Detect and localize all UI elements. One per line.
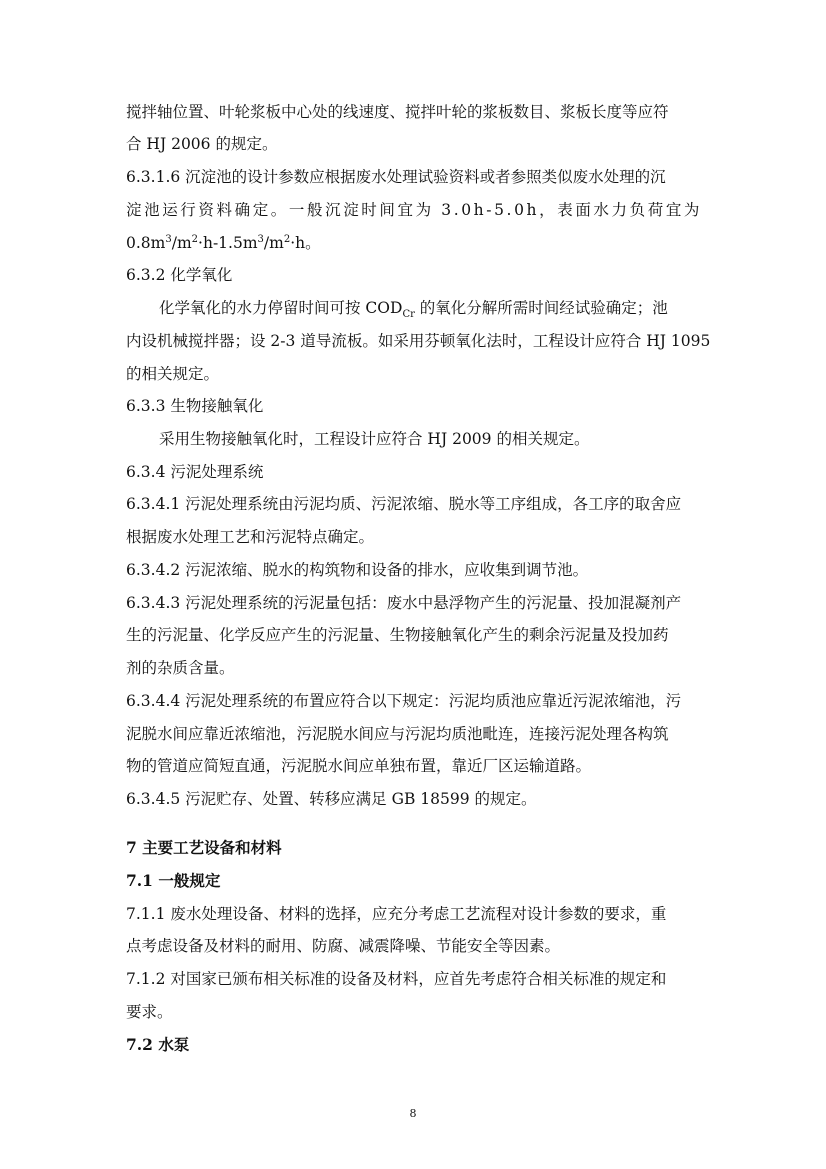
- text-part: 化学氧化的水力停留时间可按 COD: [159, 299, 403, 317]
- text-line: 淀池运行资料确定。一般沉淀时间宜为 3.0h-5.0h，表面水力负荷宜为: [126, 201, 703, 219]
- section-heading-6-3-3: 6.3.3 生物接触氧化: [126, 397, 264, 415]
- superscript: 3: [257, 233, 264, 245]
- superscript: 2: [191, 233, 199, 245]
- text-line: 根据废水处理工艺和污泥特点确定。: [126, 528, 375, 546]
- clause-6-3-4-1: 6.3.4.1 污泥处理系统由污泥均质、污泥浓缩、脱水等工序组成，各工序的取舍应: [126, 495, 682, 513]
- formula-part: 0.8m: [126, 234, 166, 252]
- formula-part: ·h-1.5m: [198, 234, 258, 252]
- formula-part: /m: [171, 234, 192, 252]
- clause-7-1-2: 7.1.2 对国家已颁布相关标准的设备及材料，应首先考虑符合相关标准的规定和: [126, 970, 667, 988]
- section-heading-6-3-2: 6.3.2 化学氧化: [126, 266, 233, 284]
- text-line: 生的污泥量、化学反应产生的污泥量、生物接触氧化产生的剩余污泥量及投加药: [126, 626, 669, 644]
- text-line-formula: [126, 233, 704, 253]
- section-heading-7-2: 7.2 水泵: [126, 1035, 190, 1054]
- text-line: 合 HJ 2006 的规定。: [126, 135, 278, 153]
- clause-7-1-1: 7.1.1 废水处理设备、材料的选择，应充分考虑工艺流程对设计参数的要求，重: [126, 905, 667, 923]
- text-line-cod: [159, 298, 704, 321]
- formula-part: ·h。: [290, 234, 321, 252]
- clause-6-3-4-5: 6.3.4.5 污泥贮存、处置、转移应满足 GB 18599 的规定。: [126, 790, 537, 808]
- text-line: 采用生物接触氧化时，工程设计应符合 HJ 2009 的相关规定。: [159, 430, 590, 448]
- section-heading-7-1: 7.1 一般规定: [126, 871, 221, 890]
- text-part: 的氧化分解所需时间经试验确定；池: [414, 299, 668, 317]
- clause-6-3-4-2: 6.3.4.2 污泥浓缩、脱水的构筑物和设备的排水，应收集到调节池。: [126, 561, 589, 579]
- chapter-heading-7: 7 主要工艺设备和材料: [126, 838, 282, 857]
- page-number: 8: [409, 1107, 417, 1120]
- text-line: 要求。: [126, 1003, 173, 1021]
- text-line: 的相关规定。: [126, 365, 220, 383]
- text-line: 物的管道应简短直通，污泥脱水间应单独布置，靠近厂区运输道路。: [126, 757, 592, 775]
- superscript: 2: [283, 233, 291, 245]
- section-heading-6-3-4: 6.3.4 污泥处理系统: [126, 463, 264, 481]
- text-line: 点考虑设备及材料的耐用、防腐、减震降噪、节能安全等因素。: [126, 937, 561, 955]
- text-line: 内设机械搅拌器；设 2-3 道导流板。如采用芬顿氧化法时，工程设计应符合 HJ 1095: [126, 332, 711, 350]
- clause-6-3-4-3: 6.3.4.3 污泥处理系统的污泥量包括：废水中悬浮物产生的污泥量、投加混凝剂产: [126, 594, 682, 612]
- formula-part: /m: [263, 234, 284, 252]
- text-line: 泥脱水间应靠近浓缩池，污泥脱水间应与污泥均质池毗连，连接污泥处理各构筑: [126, 725, 669, 743]
- clause-6-3-4-4: 6.3.4.4 污泥处理系统的布置应符合以下规定：污泥均质池应靠近污泥浓缩池，污: [126, 692, 682, 710]
- superscript: 3: [165, 233, 172, 245]
- clause-6-3-1-6: 6.3.1.6 沉淀池的设计参数应根据废水处理试验资料或者参照类似废水处理的沉: [126, 168, 666, 186]
- subscript: Cr: [402, 309, 415, 321]
- text-line: 剂的杂质含量。: [126, 659, 235, 677]
- text-line: 搅拌轴位置、叶轮浆板中心处的线速度、搅拌叶轮的浆板数目、浆板长度等应符: [126, 103, 669, 121]
